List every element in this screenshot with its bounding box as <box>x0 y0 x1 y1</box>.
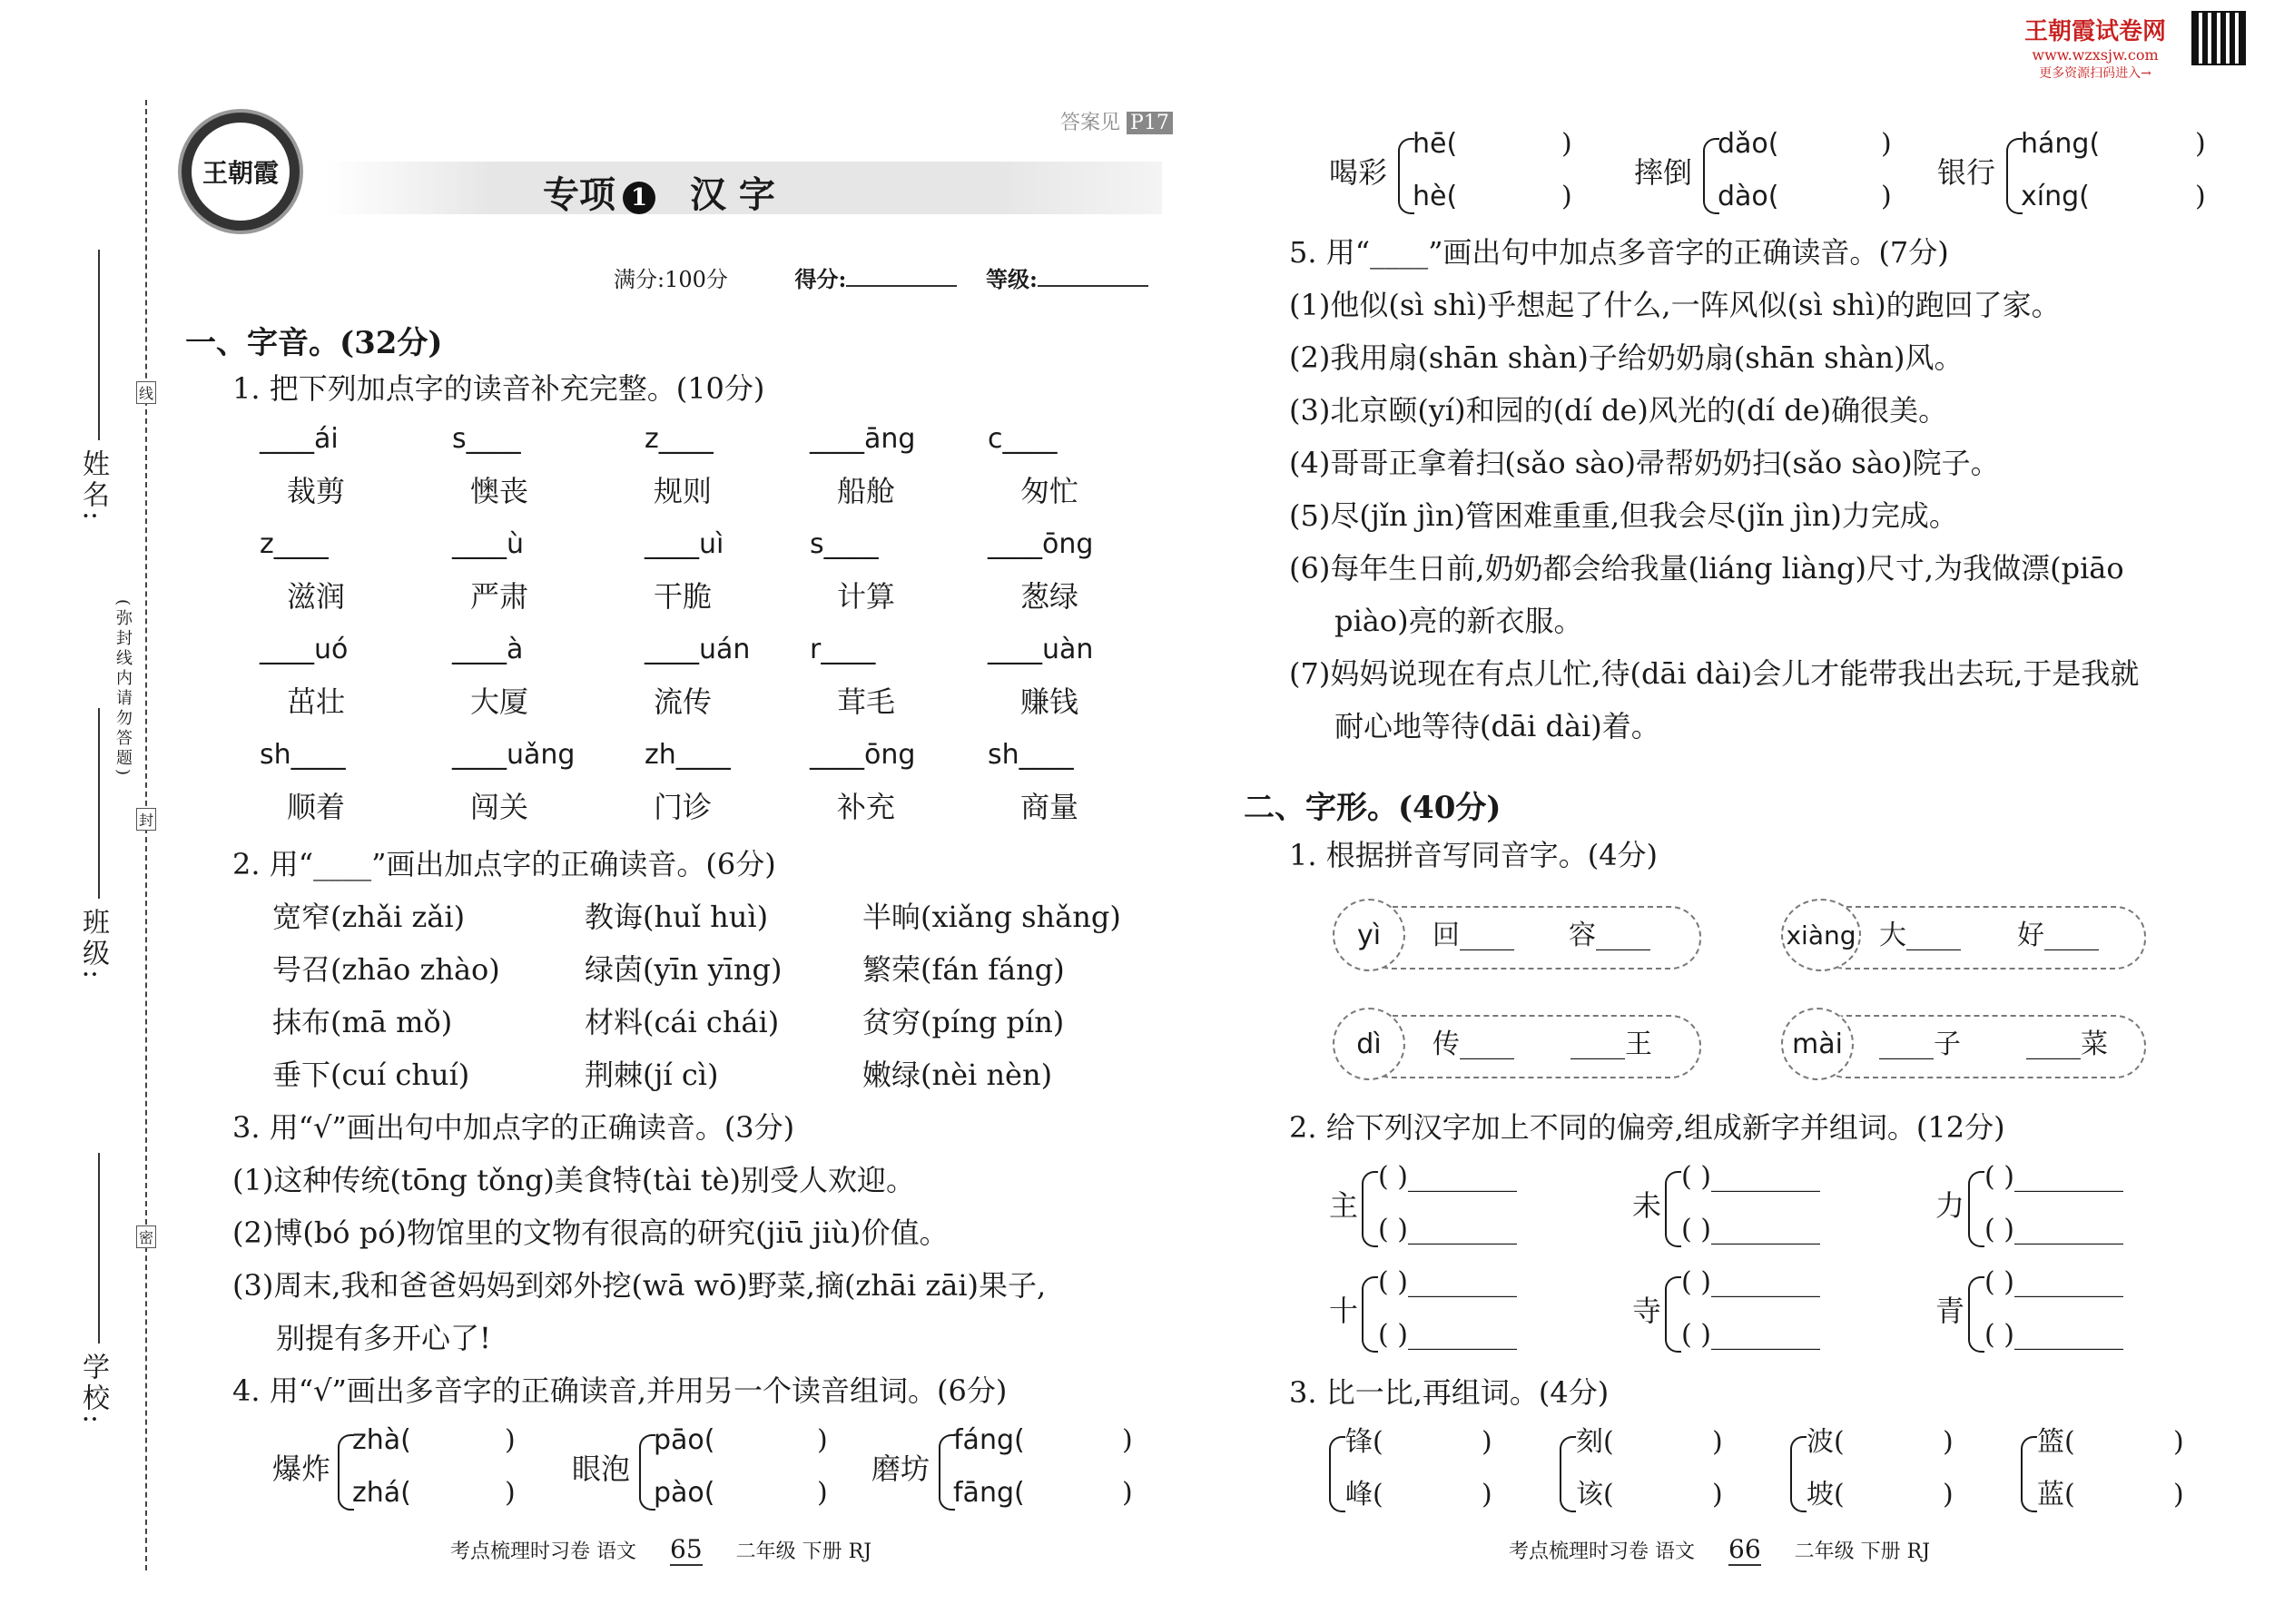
word: 流传 <box>654 684 713 719</box>
choice-item[interactable]: 绿茵(yīn yīng) <box>585 952 783 987</box>
margin-secret-mark: 密 <box>136 1225 156 1248</box>
word: 干脆 <box>654 579 713 614</box>
title-number-badge: 1 <box>623 182 655 214</box>
pinyin-blank[interactable]: ____uàn <box>988 634 1094 665</box>
choice-item[interactable]: 嫩绿(nèi nèn) <box>862 1058 1053 1092</box>
pinyin-blank[interactable]: z____ <box>260 528 329 560</box>
pinyin-blank[interactable]: ____uǎng <box>452 739 576 771</box>
pinyin-blank[interactable]: ____ōng <box>810 739 916 771</box>
word: 大厦 <box>470 684 529 719</box>
q3-line-4: 别提有多开心了! <box>276 1321 491 1355</box>
q4-items-right: 喝彩 hē( ) hè( ) 摔倒 dǎo( ) dào( ) 银行 háng( ) xíng( ) <box>1329 128 2206 212</box>
name-field-line[interactable] <box>98 250 100 440</box>
brace <box>1665 1276 1681 1353</box>
pinyin-circle: dì <box>1333 1008 1405 1080</box>
class-field-line[interactable] <box>98 708 100 899</box>
q1-grid <box>260 422 1131 843</box>
choice-item[interactable]: 荆棘(jí cì) <box>585 1058 719 1092</box>
homophone-blank[interactable]: 容____ <box>1569 920 1650 951</box>
homophone-blank[interactable]: ____菜 <box>2026 1029 2108 1060</box>
choice-item[interactable]: 繁荣(fán fáng) <box>862 952 1065 987</box>
radical-slot[interactable]: ( )________ <box>1378 1214 1517 1245</box>
choice-item[interactable]: 教诲(huǐ huì) <box>585 900 769 934</box>
word: 闯关 <box>470 790 529 824</box>
radical-slot[interactable]: ( )________ <box>1681 1319 1820 1351</box>
answer-ref: 答案见 P17 <box>1060 107 1173 135</box>
q1-row-1 <box>260 422 1131 527</box>
brace <box>2021 1436 2037 1512</box>
score-input[interactable] <box>846 285 957 287</box>
compare-grid: 锋( ) 峰( ) 刻( ) 该( ) 波( ) 坡( ) 篮( ) 蓝( ) <box>1329 1425 2237 1525</box>
radical-slot[interactable]: ( )________ <box>1378 1161 1517 1193</box>
q5-line-7: piào)亮的新衣服。 <box>1334 604 1583 638</box>
pinyin-blank[interactable]: ____ù <box>452 528 525 560</box>
q3-line-3[interactable]: (3)周末,我和爸爸妈妈到郊外挖(wā wō)野菜,摘(zhāi zāi)果子, <box>232 1268 1047 1303</box>
logo-text: 王朝霞 <box>192 123 290 221</box>
r2-prompt: 2. 给下列汉字加上不同的偏旁,组成新字并组词。(12分) <box>1289 1110 2005 1145</box>
word: 懊丧 <box>470 474 529 508</box>
q5-line-6[interactable]: (6)每年生日前,奶奶都会给我量(liáng liàng)尺寸,为我做漂(piāo <box>1289 551 2124 586</box>
school-field-label: 学校: <box>77 1353 109 1428</box>
q5-line-2[interactable]: (2)我用扇(shān shàn)子给奶奶扇(shān shàn)风。 <box>1289 340 1964 375</box>
brace <box>1329 1436 1345 1512</box>
brace <box>1968 1171 1984 1247</box>
margin-seal-mark: 封 <box>136 808 156 831</box>
section-1-heading: 一、字音。(32分) <box>185 325 443 361</box>
brace <box>1362 1171 1378 1247</box>
q3-prompt: 3. 用“√”画出句中加点字的正确读音。(3分) <box>232 1110 795 1145</box>
homophone-blank[interactable]: 传____ <box>1433 1029 1514 1060</box>
word: 茸毛 <box>837 684 896 719</box>
radical-grid: 主 ( )________ ( )________ 未 ( )________ ( )________ 力 ( )________ ( )________ 十 ( )________ ( )________ 寺 ( )________ ( )________ 青 ( )________ ( )________ <box>1329 1161 2123 1351</box>
answer-page-badge: P17 <box>1127 112 1173 134</box>
brace <box>1968 1276 1984 1353</box>
q4-items-left: 爆炸 zhà( ) zhá( ) 眼泡 pāo( ) pào( ) 磨坊 fáng( ) fāng( ) <box>272 1424 1133 1509</box>
school-field-line[interactable] <box>98 1153 100 1343</box>
radical-slot[interactable]: ( )________ <box>1681 1161 1820 1193</box>
pinyin-blank[interactable]: ____à <box>452 634 524 665</box>
homophone-blank[interactable]: ____子 <box>1879 1029 1961 1060</box>
homophone-blank[interactable]: 好____ <box>2017 920 2099 951</box>
q5-line-8[interactable]: (7)妈妈说现在有点儿忙,待(dāi dài)会儿才能带我出去玩,于是我就 <box>1289 656 2140 691</box>
choice-item[interactable]: 号召(zhāo zhào) <box>272 952 500 987</box>
radical-slot[interactable]: ( )________ <box>1984 1161 2123 1193</box>
brand-name: 王朝霞试卷网 <box>2024 18 2167 45</box>
pinyin-blank[interactable]: z____ <box>645 423 714 455</box>
q5-line-3[interactable]: (3)北京颐(yí)和园的(dí de)风光的(dí de)确很美。 <box>1289 393 1948 428</box>
choice-item[interactable]: 贫穷(píng pín) <box>862 1005 1065 1039</box>
brace <box>1560 1436 1576 1512</box>
word: 茁壮 <box>287 684 346 719</box>
pinyin-blank[interactable]: c____ <box>988 423 1058 455</box>
left-margin-dashed-line <box>145 100 147 1570</box>
homophone-blank[interactable]: ____王 <box>1570 1029 1652 1060</box>
q2-grid <box>272 899 1121 1109</box>
page-number: 66 <box>1728 1534 1761 1564</box>
brace <box>1790 1436 1807 1512</box>
pinyin-blank[interactable]: ____ái <box>260 423 339 455</box>
word: 顺着 <box>287 790 346 824</box>
q1-row-3 <box>260 633 1131 738</box>
brace <box>1665 1171 1681 1247</box>
section-2-heading: 二、字形。(40分) <box>1244 790 1501 826</box>
brand-url[interactable]: www.wzxsjw.com <box>2032 46 2159 64</box>
homophone-blank[interactable]: 大____ <box>1879 920 1961 951</box>
pinyin-blank[interactable]: sh____ <box>260 739 346 771</box>
q1-prompt: 1. 把下列加点字的读音补充完整。(10分) <box>232 371 765 406</box>
q4-prompt: 4. 用“√”画出多音字的正确读音,并用另一个读音组词。(6分) <box>232 1373 1008 1408</box>
pinyin-blank[interactable]: ____āng <box>810 423 916 455</box>
word: 商量 <box>1020 790 1079 824</box>
brand-header <box>2024 13 2166 82</box>
pinyin-blank[interactable]: s____ <box>810 528 879 560</box>
choice-item[interactable]: 垂下(cuí chuí) <box>272 1058 470 1092</box>
q5-line-4[interactable]: (4)哥哥正拿着扫(sǎo sào)帚帮奶奶扫(sǎo sào)院子。 <box>1289 446 2000 480</box>
grade-input[interactable] <box>1038 285 1148 287</box>
margin-note: (弥封线内请勿答题) <box>113 599 133 780</box>
q5-prompt: 5. 用“____”画出句中加点多音字的正确读音。(7分) <box>1289 235 1949 270</box>
name-field-label: 姓名: <box>77 449 109 525</box>
margin-line-mark: 线 <box>136 381 156 404</box>
brand-tagline: 更多资源扫码进入→ <box>2039 66 2151 81</box>
pinyin-blank[interactable]: ____uán <box>645 634 751 665</box>
r3-prompt: 3. 比一比,再组词。(4分) <box>1289 1375 1610 1410</box>
q5-line-1[interactable]: (1)他似(sì shì)乎想起了什么,一阵风似(sì shì)的跑回了家。 <box>1289 288 2061 322</box>
choice-item[interactable]: 宽窄(zhǎi zǎi) <box>272 900 466 934</box>
q1-row-4 <box>260 738 1131 843</box>
pinyin-blank[interactable]: zh____ <box>645 739 731 771</box>
pinyin-circle: mài <box>1781 1008 1854 1080</box>
word: 匆忙 <box>1020 474 1079 508</box>
word: 船舱 <box>837 474 896 508</box>
word: 裁剪 <box>287 474 346 508</box>
word: 赚钱 <box>1020 684 1079 719</box>
word: 严肃 <box>470 579 529 614</box>
homophone-blank[interactable]: 回____ <box>1433 920 1514 951</box>
radical-slot[interactable]: ( )________ <box>1378 1319 1517 1351</box>
word: 葱绿 <box>1020 579 1079 614</box>
pinyin-blank[interactable]: r____ <box>810 634 876 665</box>
class-field-label: 班级: <box>77 908 109 983</box>
score-line: 满分:100分 得分: 等级: <box>614 261 1148 293</box>
qr-code-icon[interactable] <box>2193 13 2244 64</box>
radical-slot[interactable]: ( )________ <box>1984 1266 2123 1298</box>
pinyin-blank[interactable]: ____uì <box>645 528 724 560</box>
radical-slot[interactable]: ( )________ <box>1984 1319 2123 1351</box>
q5-line-9: 耐心地等待(dāi dài)着。 <box>1334 709 1660 743</box>
brace <box>1362 1276 1378 1353</box>
q5-line-5[interactable]: (5)尽(jǐn jìn)管困难重重,但我会尽(jǐn jìn)力完成。 <box>1289 498 1958 533</box>
pinyin-circle: yì <box>1333 899 1405 971</box>
pinyin-blank[interactable]: s____ <box>452 423 521 455</box>
logo-badge <box>178 109 303 234</box>
q3-line-1[interactable]: (1)这种传统(tōng tǒng)美食特(tài tè)别受人欢迎。 <box>232 1163 916 1197</box>
choice-item[interactable]: 材料(cái chái) <box>585 1005 780 1039</box>
word: 计算 <box>837 579 896 614</box>
radical-slot[interactable]: ( )________ <box>1984 1214 2123 1245</box>
pinyin-blank[interactable]: ____uó <box>260 634 349 665</box>
word: 补充 <box>837 790 896 824</box>
right-footer: 考点梳理时习卷 语文 66 二年级 下册 RJ <box>1509 1534 1931 1564</box>
r1-prompt: 1. 根据拼音写同音字。(4分) <box>1289 838 1659 872</box>
word: 滋润 <box>287 579 346 614</box>
page-number: 65 <box>670 1534 703 1564</box>
radical-slot[interactable]: ( )________ <box>1378 1266 1517 1298</box>
left-footer: 考点梳理时习卷 语文 65 二年级 下册 RJ <box>450 1534 872 1564</box>
choice-item[interactable]: 半晌(xiǎng shǎng) <box>862 900 1121 934</box>
pinyin-blank[interactable]: sh____ <box>988 739 1074 771</box>
pinyin-blank[interactable]: ____ōng <box>988 528 1094 560</box>
radical-slot[interactable]: ( )________ <box>1681 1214 1820 1245</box>
q3-line-2[interactable]: (2)博(bó pó)物馆里的文物有很高的研究(jiū jiù)价值。 <box>232 1216 949 1250</box>
choice-item[interactable]: 抹布(mā mǒ) <box>272 1005 453 1039</box>
word: 规则 <box>654 474 713 508</box>
pinyin-circle: xiàng <box>1781 899 1861 971</box>
radical-slot[interactable]: ( )________ <box>1681 1266 1820 1298</box>
q2-prompt: 2. 用“____”画出加点字的正确读音。(6分) <box>232 847 776 881</box>
page-title: 专项 1 汉 字 <box>543 173 775 216</box>
q1-row-2 <box>260 527 1131 633</box>
word: 门诊 <box>654 790 713 824</box>
